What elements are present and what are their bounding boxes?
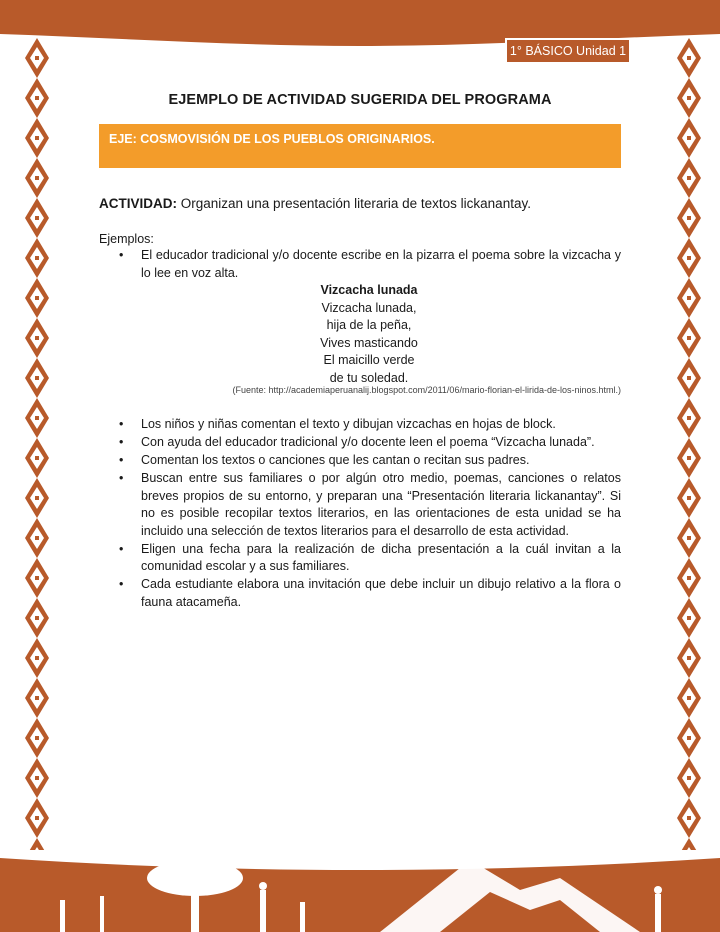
list-item (99, 434, 621, 452)
list-item (99, 576, 621, 611)
list-item (99, 416, 621, 434)
poem-title: Vizcacha lunada (320, 283, 418, 297)
right-pattern-border (676, 38, 702, 850)
bottom-landscape-illustration (0, 850, 720, 932)
poem-block (0, 282, 720, 387)
left-pattern-border (24, 38, 50, 850)
bullet-icon: • (119, 541, 124, 556)
list-item (99, 247, 621, 282)
list-item (99, 541, 621, 576)
examples-label: Ejemplos: (99, 232, 154, 246)
list-item-text: Comentan los textos o canciones que les cantan o recitan sus padres. (141, 453, 530, 467)
bullet-icon: • (119, 471, 124, 485)
example-list-first (99, 247, 621, 283)
list-item-text: Cada estudiante elabora una invitación que debe incluir un dibujo relativo a la flora o fauna atacameña. (141, 577, 621, 609)
list-item-text: Los niños y niñas comentan el texto y dibujan vizcachas en hojas de block. (141, 417, 556, 431)
list-item (99, 452, 621, 470)
poem-line: hija de la peña, (326, 318, 412, 332)
poem-line: El maicillo verde (323, 353, 415, 367)
activity-text: Organizan una presentación literaria de textos lickanantay. (177, 196, 531, 211)
unit-badge: 1° BÁSICO Unidad 1 (505, 38, 631, 64)
activity-line (99, 196, 531, 211)
page-title: EJEMPLO DE ACTIVIDAD SUGERIDA DEL PROGRAMA (168, 92, 552, 108)
bullet-icon: • (119, 435, 124, 449)
activity-label: ACTIVIDAD: (99, 196, 177, 211)
list-item (99, 470, 621, 540)
bullet-icon: • (119, 248, 124, 262)
source-citation: (Fuente: http://academiaperuanalij.blogspot.com/2011/06/mario-florian-el-lirida-de-los-ninos.html.) (232, 385, 621, 395)
poem-line: de tu soledad. (329, 370, 409, 385)
list-item-text: Eligen una fecha para la realización de dicha presentación a la cuál invitan a la comunidad escolar y a sus familiares. (141, 541, 621, 573)
bullet-icon: • (119, 417, 124, 431)
list-item-text: Buscan entre sus familiares o por algún otro medio, poemas, canciones o relatos breves propios de su entorno, y preparan una “Presentación literaria lickanantay”. Si no es posible recopilar textos literarios, en las orientaciones de esta unidad se ha incluido una selección de textos literarios para el desarrollo de esta actividad. (141, 471, 621, 538)
list-item-text: Con ayuda del educador tradicional y/o docente leen el poema “Vizcacha lunada”. (141, 435, 595, 449)
poem-line: Vives masticando (320, 335, 418, 350)
poem-line: Vizcacha lunada, (321, 300, 417, 315)
example-list (99, 416, 621, 612)
eje-banner: EJE: COSMOVISIÓN DE LOS PUEBLOS ORIGINARIOS. (99, 124, 621, 168)
list-item-text: El educador tradicional y/o docente escribe en la pizarra el poema sobre la vizcacha y lo lee en voz alta. (141, 248, 621, 280)
bullet-icon: • (119, 577, 124, 591)
bullet-icon: • (119, 453, 124, 467)
